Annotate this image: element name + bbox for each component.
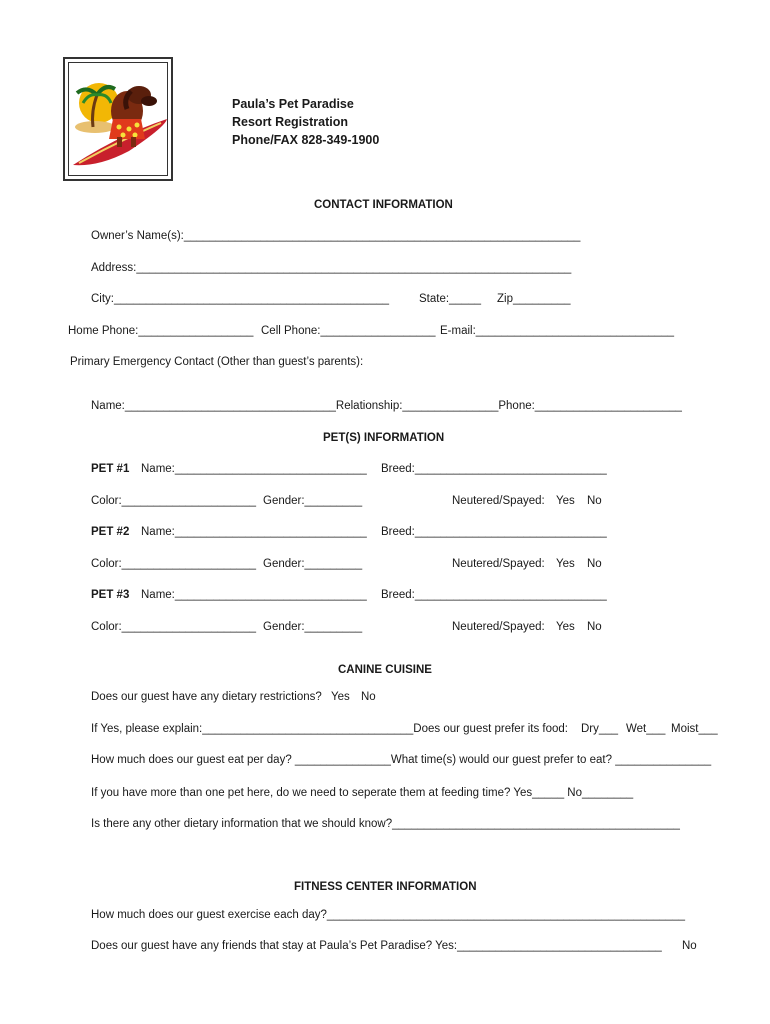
dietary-restrictions-no[interactable]: No xyxy=(361,691,376,703)
pet-2-breed-field[interactable]: Breed:______________________________ xyxy=(381,526,607,538)
pet-3-breed-field[interactable]: Breed:______________________________ xyxy=(381,589,607,601)
pet-1-breed-field[interactable]: Breed:______________________________ xyxy=(381,463,607,475)
pet-2-name-field[interactable]: Name:______________________________ xyxy=(141,526,367,538)
dietary-restrictions-question: Does our guest have any dietary restrictions? xyxy=(91,691,322,703)
pet-3-neutered-label: Neutered/Spayed: xyxy=(452,621,545,633)
contact-heading: CONTACT INFORMATION xyxy=(314,199,453,211)
pet-2-neutered-yes[interactable]: Yes xyxy=(556,558,575,570)
home-phone-field[interactable]: Home Phone:__________________ xyxy=(68,325,254,337)
pet-1-name-field[interactable]: Name:______________________________ xyxy=(141,463,367,475)
friends-stay-field[interactable]: Does our guest have any friends that stay at Paula’s Pet Paradise? Yes:________________________________ xyxy=(91,940,662,952)
emergency-contact-label: Primary Emergency Contact (Other than guest’s parents): xyxy=(70,356,364,368)
form-title: Resort Registration xyxy=(232,115,348,129)
pet-1-color-field[interactable]: Color:_____________________ xyxy=(91,495,256,507)
pet-1-gender-field[interactable]: Gender:_________ xyxy=(263,495,363,507)
pet-3-color-field[interactable]: Color:_____________________ xyxy=(91,621,256,633)
email-field[interactable]: E-mail:_______________________________ xyxy=(440,325,675,337)
dietary-explain-field[interactable]: If Yes, please explain:_________________________________Does our guest prefer its food: xyxy=(91,723,569,735)
pet-3-neutered-no[interactable]: No xyxy=(587,621,602,633)
resort-name: Paula’s Pet Paradise xyxy=(232,97,354,111)
exercise-amount-field[interactable]: How much does our guest exercise each day?________________________________________________________ xyxy=(91,909,686,921)
pet-3-label: PET #3 xyxy=(91,589,130,601)
other-dietary-info-field[interactable]: Is there any other dietary information that we should know?_____________________________________________ xyxy=(91,818,680,830)
surfing-pet-logo-image xyxy=(69,63,171,179)
resort-logo xyxy=(63,57,173,181)
state-field[interactable]: State:_____ xyxy=(419,293,482,305)
pet-2-color-field[interactable]: Color:_____________________ xyxy=(91,558,256,570)
pet-3-gender-field[interactable]: Gender:_________ xyxy=(263,621,363,633)
dietary-restrictions-yes[interactable]: Yes xyxy=(331,691,350,703)
pet-2-neutered-no[interactable]: No xyxy=(587,558,602,570)
phone-fax: Phone/FAX 828-349-1900 xyxy=(232,133,380,147)
cell-phone-field[interactable]: Cell Phone:__________________ xyxy=(261,325,436,337)
city-field[interactable]: City:___________________________________________ xyxy=(91,293,390,305)
pet-1-neutered-no[interactable]: No xyxy=(587,495,602,507)
address-field[interactable]: Address:____________________________________________________________________ xyxy=(91,262,572,274)
feeding-amount-time-fields[interactable]: How much does our guest eat per day? _______________What time(s) would our guest prefer to eat? _______________ xyxy=(91,754,712,766)
pet-2-label: PET #2 xyxy=(91,526,130,538)
pet-2-gender-field[interactable]: Gender:_________ xyxy=(263,558,363,570)
pet-2-neutered-label: Neutered/Spayed: xyxy=(452,558,545,570)
pet-1-label: PET #1 xyxy=(91,463,130,475)
fitness-heading: FITNESS CENTER INFORMATION xyxy=(294,881,477,893)
pet-3-name-field[interactable]: Name:______________________________ xyxy=(141,589,367,601)
separate-feeding-field[interactable]: If you have more than one pet here, do we need to seperate them at feeding time? Yes_____ No________ xyxy=(91,787,634,799)
food-moist-option[interactable]: Moist___ xyxy=(671,723,718,735)
food-dry-option[interactable]: Dry___ xyxy=(581,723,619,735)
friends-stay-no[interactable]: No xyxy=(682,940,697,952)
pet-1-neutered-label: Neutered/Spayed: xyxy=(452,495,545,507)
owner-name-field[interactable]: Owner’s Name(s):______________________________________________________________ xyxy=(91,230,581,242)
zip-field[interactable]: Zip_________ xyxy=(497,293,571,305)
pet-1-neutered-yes[interactable]: Yes xyxy=(556,495,575,507)
cuisine-heading: CANINE CUISINE xyxy=(338,664,432,676)
pets-heading: PET(S) INFORMATION xyxy=(323,432,445,444)
food-wet-option[interactable]: Wet___ xyxy=(626,723,666,735)
emergency-contact-fields[interactable]: Name:_________________________________Relationship:_______________Phone:_______________________ xyxy=(91,400,682,412)
pet-3-neutered-yes[interactable]: Yes xyxy=(556,621,575,633)
